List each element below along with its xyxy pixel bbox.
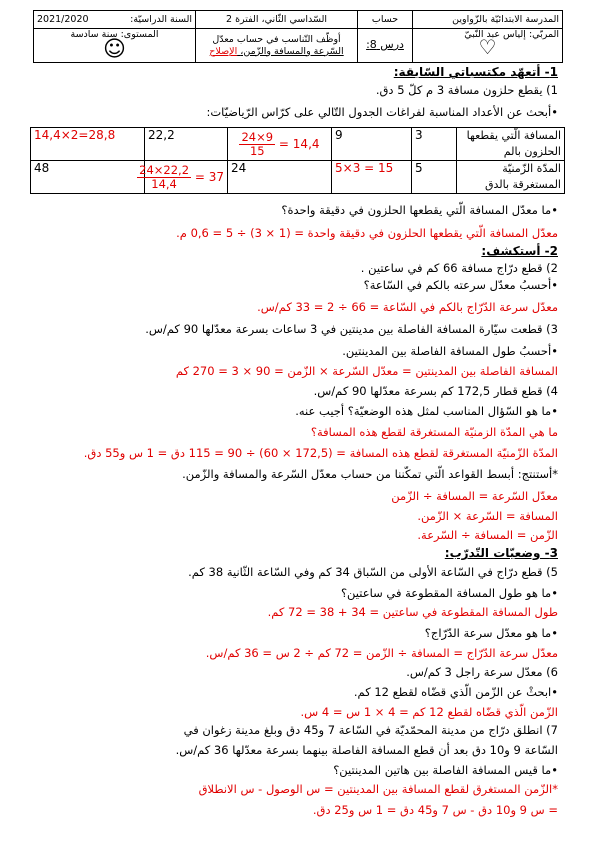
- cell-r1c3-numerator: 9×24: [241, 129, 274, 144]
- row2-label-line-a: المدّة الزّمنيّة: [502, 162, 561, 175]
- problem-1: 1) يقطع حلزون مسافة 3 م كلّ 5 دق.: [375, 83, 558, 97]
- cell-r2c5: 48: [31, 161, 145, 194]
- section-3-title: 3- وضعيّات التّدرّب:: [444, 546, 558, 560]
- cell-r1c1: 3: [412, 128, 457, 161]
- cell-r2c4: [139, 161, 228, 194]
- problem-1-question: •ما معدّل المسافة الّتي يقطعها الحلزون في دقيقة واحدة؟: [281, 203, 558, 217]
- problem-6: 6) معدّل سرعة راجل 3 كم/س.: [406, 665, 558, 679]
- problem-7-answer-2: = س 9 و10 دق - س 7 و45 دق = 1 س و25 دق.: [312, 803, 558, 817]
- problem-2-question: •أحسبُ معدّل سرعته بالكم في السّاعة؟: [363, 278, 558, 292]
- problem-6-answer: الزّمن الّذي قضّاه لقطع 12 كم = 4 × 1 س = 4 س.: [300, 705, 558, 719]
- table-row-label-time: [457, 161, 565, 194]
- rule-distance: المسافة = السّرعة × الزّمن.: [417, 509, 558, 523]
- lesson-title-line-2: السّرعة والمسافة والزّمن،: [240, 45, 344, 57]
- lesson-number-cell: [358, 29, 413, 63]
- problem-7-line-1: 7) انطلق درّاج من مدينة المحمّديّة في السّاعة 7 و45 دق وبلغ مدينة زغوان في: [183, 723, 558, 737]
- teacher-cell: [413, 29, 563, 63]
- problem-7-question: •ما قيس المسافة الفاصلة بين هاتين المدينتين؟: [333, 763, 558, 777]
- cell-r2c1: 5: [412, 161, 457, 194]
- problem-5-question-1: •ما هو طول المسافة المقطوعة في ساعتين؟: [340, 586, 558, 600]
- problem-5-answer-1: طول المسافة المقطوعة في ساعتين = 34 + 38 = 72 كم.: [267, 605, 558, 619]
- proportion-table: [30, 127, 565, 194]
- problem-3-question: •أحسبُ طول المسافة الفاصلة بين المدينتين.: [342, 344, 558, 358]
- level-cell: [34, 29, 196, 63]
- cell-r1c5: 28,8=2×14,4: [31, 128, 145, 161]
- cell-r1c3-prefix: 14,4 =: [278, 136, 320, 151]
- cell-r2c4-prefix: 37 =: [194, 169, 224, 184]
- row1-label-line-b: الحلزون بالم: [503, 145, 561, 158]
- problem-5: 5) قطع درّاج في السّاعة الأولى من السّباق 34 كم وفي السّاعة الثّانية 38 كم.: [188, 565, 558, 579]
- row2-label-line-b: المستغرقة بالدق: [484, 178, 561, 191]
- section-2-title: 2- أستكشف:: [481, 244, 558, 258]
- problem-5-answer-2: معدّل سرعة الدّرّاج = المسافة ÷ الزّمن = 72 كم ÷ 2 س = 36 كم/س.: [205, 646, 558, 660]
- lesson-title-line-1: أوظّف التّناسب في حساب معدّل: [212, 33, 341, 45]
- problem-4-question: •ما هو السّؤال المناسب لمثل هذه الوضعيّة؟ أجيب عنه.: [295, 404, 558, 418]
- conclusion-instruction: *أستنتج: أبسط القواعد الّتي تمكّننا من حساب معدّل السّرعة والمسافة والزّمن.: [182, 467, 558, 481]
- teacher-name: المربّي: إلياس عبد النّبيّ: [464, 29, 559, 40]
- rule-time: الزّمن = المسافة ÷ السّرعة.: [417, 528, 558, 542]
- smiley-icon: ☺: [103, 37, 126, 62]
- lesson-title-cell: [196, 29, 358, 63]
- school-year-label: السنة الدراسيّة:: [130, 13, 192, 25]
- cell-r2c4-denominator: 14,4: [151, 176, 177, 191]
- cell-r1c2: 9: [332, 128, 412, 161]
- cell-r1c4: 22,2: [145, 128, 228, 161]
- problem-7-line-2: السّاعة 9 و10 دق بعد أن قطع المسافة الفاصلة بينهما بسرعة معدّلها 36 كم/س.: [175, 743, 558, 757]
- problem-4: 4) قطع قطار 172,5 كم بسرعة معدّلها 90 كم/س.: [313, 384, 558, 398]
- rule-speed: معدّل السّرعة = المسافة ÷ الزّمن: [391, 489, 558, 503]
- problem-1-answer: معدّل المسافة الّتي يقطعها الحلزون في دقيقة واحدة = (1 × 3) ÷ 5 = 0,6 م.: [176, 226, 558, 240]
- problem-3-answer: المسافة الفاصلة بين المدينتين = معدّل السّرعة × الزّمن = 90 × 3 = 270 كم: [175, 364, 558, 378]
- heart-icon: ♡: [478, 35, 497, 59]
- header-table: [33, 10, 563, 63]
- table-row-label-distance: [457, 128, 565, 161]
- lesson-correction: الإصلاح: [209, 45, 238, 57]
- subject-label: حساب: [358, 11, 413, 29]
- cell-r1c3-denominator: 15: [249, 143, 265, 158]
- problem-4-answer: المدّة الزّمنيّة المستغرقة لقطع هذه المسافة = (172,5 × 60) ÷ 90 = 115 دق = 1 س و55 دق.: [83, 446, 558, 460]
- problem-1-instruction: •أبحث عن الأعداد المناسبة لفراغات الجدول التّالي على كرّاس الرّياضيّات:: [206, 105, 558, 119]
- level-label: المستوى: سنة سادسة: [70, 29, 159, 40]
- problem-2-answer: معدّل سرعة الدّرّاج بالكم في السّاعة = 66 ÷ 2 = 33 كم/س.: [257, 300, 558, 314]
- cell-r2c2: 15 = 3×5: [332, 161, 412, 194]
- problem-7-answer-1: *الزّمن المستغرق لقطع المسافة بين المدينتين = س الوصول - س الانطلاق: [198, 782, 558, 796]
- school-year-value: 2021/2020: [37, 13, 89, 25]
- problem-5-question-2: •ما هو معدّل سرعة الدّرّاج؟: [424, 626, 558, 640]
- cell-r2c4-numerator: 22,2×24: [139, 162, 190, 177]
- lesson-number: درس 8:: [366, 38, 404, 51]
- cell-r1c3: [228, 128, 332, 161]
- cell-r2c4-fraction: [137, 164, 191, 191]
- cell-r2c3: 24: [228, 161, 332, 194]
- row1-label-line-a: المسافة الّتي يقطعها: [466, 129, 561, 142]
- school-year: [34, 11, 196, 29]
- cell-r1c3-fraction: [239, 131, 275, 158]
- problem-2: 2) قطع درّاج مسافة 66 كم في ساعتين .: [360, 261, 558, 275]
- problem-3: 3) قطعت سيّارة المسافة الفاصلة بين مدينتين في 3 ساعات بسرعة معدّلها 90 كم/س.: [145, 322, 558, 336]
- problem-6-question: •ابحثْ عن الزّمن الّذي قضّاه لقطع 12 كم.: [353, 685, 558, 699]
- school-name: المدرسة الابتدائيّة بالزّواوين: [413, 11, 563, 29]
- semester-label: السّداسي الثّاني، الفترة 2: [196, 11, 358, 29]
- section-1-title: 1- أتعهّد مكتسباتي السّابقة:: [393, 65, 558, 79]
- problem-4-answer-question: ما هي المدّة الزمنيّة المستغرقة لقطع هذه المسافة؟: [310, 425, 558, 439]
